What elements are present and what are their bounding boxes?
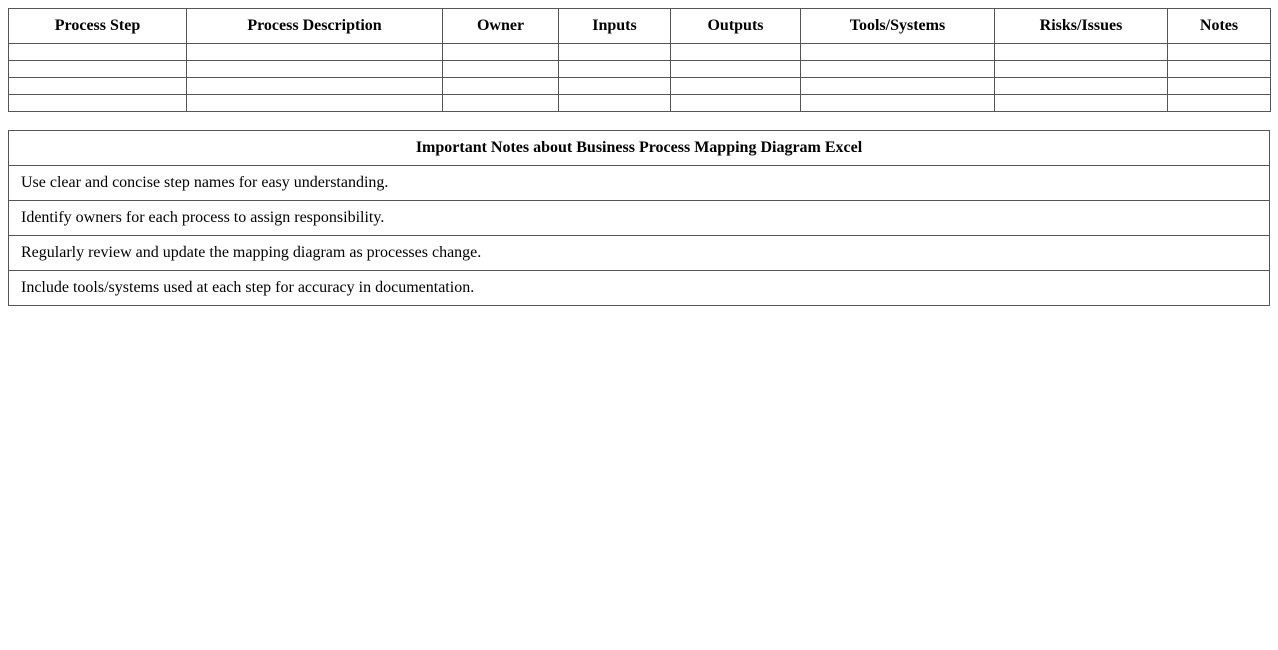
header-tools-systems: Tools/Systems [801,9,995,44]
note-row [9,236,1270,271]
table-cell[interactable] [443,78,559,95]
table-cell[interactable] [443,61,559,78]
table-cell[interactable] [801,78,995,95]
table-cell[interactable] [559,95,671,112]
table-cell[interactable] [559,61,671,78]
table-cell[interactable] [187,61,443,78]
table-row [9,95,1271,112]
table-cell[interactable] [443,44,559,61]
table-cell[interactable] [187,78,443,95]
note-row [9,201,1270,236]
table-cell[interactable] [995,61,1168,78]
table-cell[interactable] [9,95,187,112]
table-cell[interactable] [559,78,671,95]
table-cell[interactable] [801,61,995,78]
table-cell[interactable] [671,61,801,78]
notes-title: Important Notes about Business Process Mapping Diagram Excel [9,131,1270,166]
table-cell[interactable] [801,44,995,61]
header-owner: Owner [443,9,559,44]
header-notes: Notes [1168,9,1271,44]
table-row [9,78,1271,95]
table-cell[interactable] [9,61,187,78]
note-item: Regularly review and update the mapping diagram as processes change. [9,236,1270,271]
header-inputs: Inputs [559,9,671,44]
table-cell[interactable] [995,95,1168,112]
table-cell[interactable] [187,95,443,112]
header-outputs: Outputs [671,9,801,44]
table-cell[interactable] [9,44,187,61]
table-cell[interactable] [995,44,1168,61]
table-cell[interactable] [187,44,443,61]
notes-header-row [9,131,1270,166]
table-cell[interactable] [1168,78,1271,95]
table-row [9,61,1271,78]
table-cell[interactable] [1168,95,1271,112]
table-cell[interactable] [995,78,1168,95]
note-row [9,271,1270,306]
table-cell[interactable] [1168,44,1271,61]
table-cell[interactable] [1168,61,1271,78]
table-cell[interactable] [801,95,995,112]
table-cell[interactable] [671,78,801,95]
important-notes-table [8,130,1270,306]
note-item: Identify owners for each process to assign responsibility. [9,201,1270,236]
table-cell[interactable] [9,78,187,95]
table-row [9,44,1271,61]
header-row [9,9,1271,44]
header-process-description: Process Description [187,9,443,44]
header-process-step: Process Step [9,9,187,44]
table-cell[interactable] [559,44,671,61]
note-item: Use clear and concise step names for easy understanding. [9,166,1270,201]
note-row [9,166,1270,201]
table-cell[interactable] [443,95,559,112]
note-item: Include tools/systems used at each step for accuracy in documentation. [9,271,1270,306]
process-mapping-table [8,8,1271,112]
table-cell[interactable] [671,95,801,112]
table-cell[interactable] [671,44,801,61]
header-risks-issues: Risks/Issues [995,9,1168,44]
